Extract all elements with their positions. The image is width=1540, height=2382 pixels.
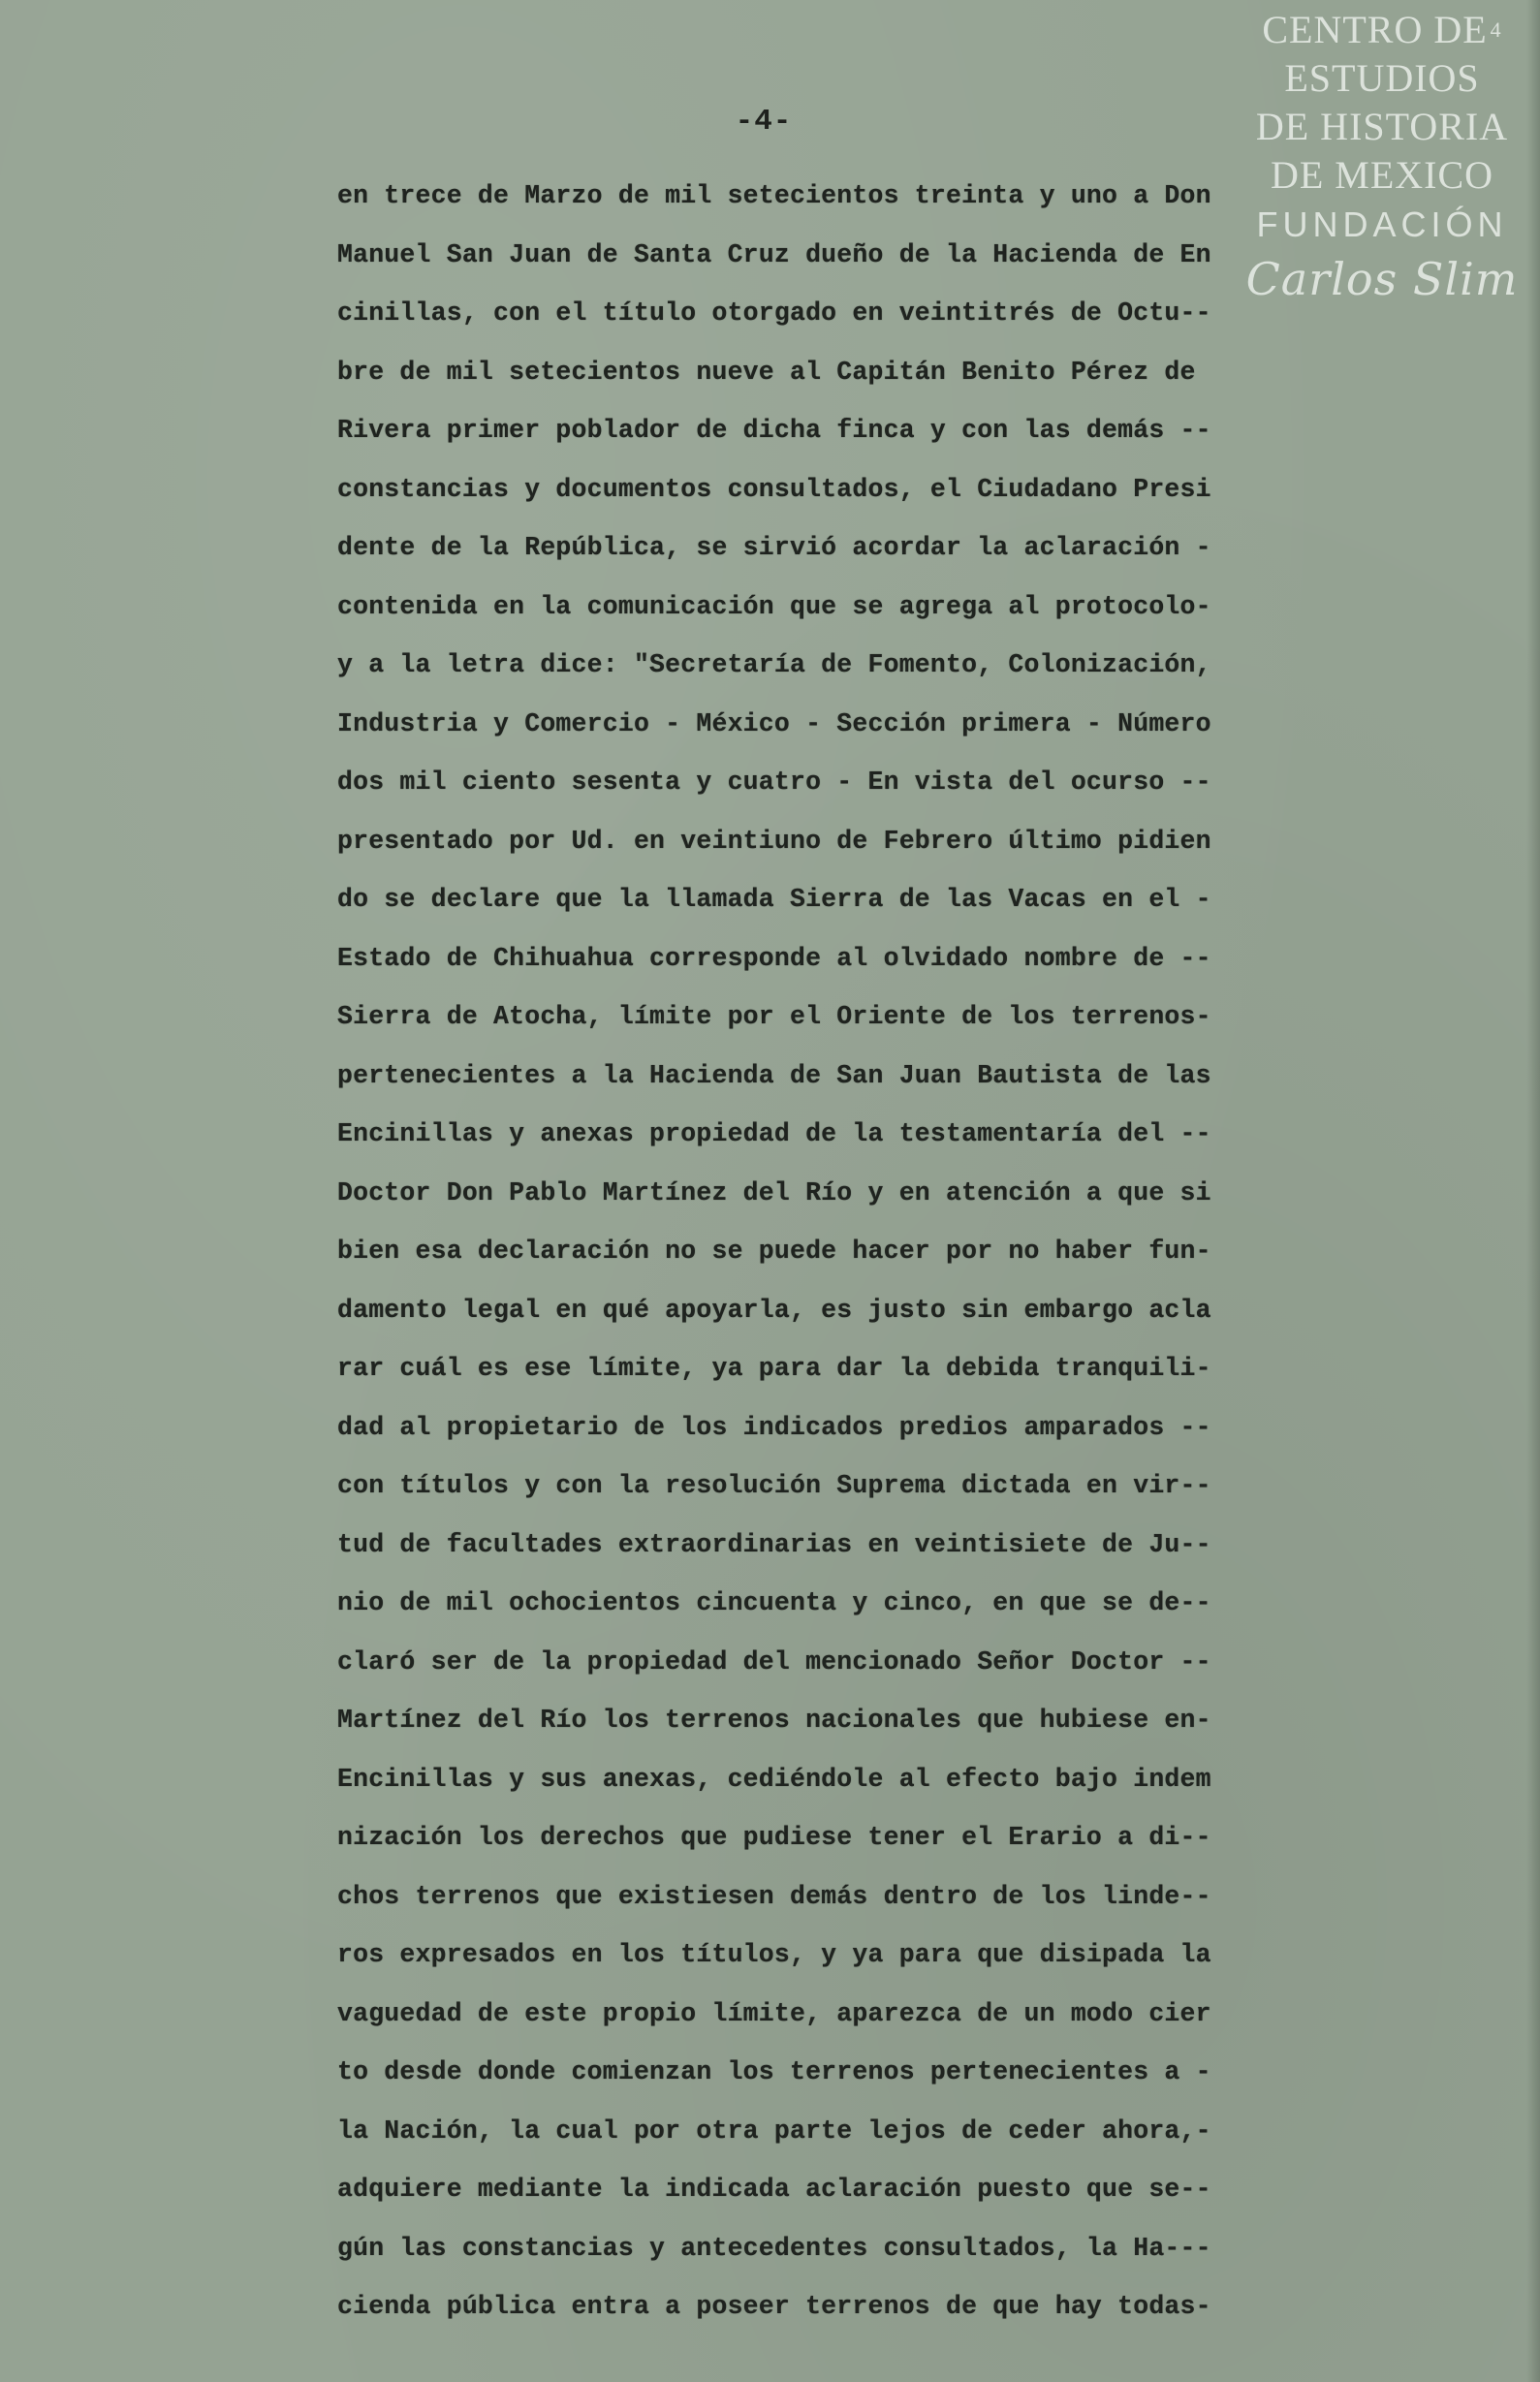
text-line: y a la letra dice: "Secretaría de Fomento, Colonización,: [337, 650, 1211, 679]
text-line: con títulos y con la resolución Suprema dictada en vir--: [337, 1471, 1211, 1500]
text-line: chos terrenos que existiesen demás dentro de los linde--: [337, 1881, 1211, 1911]
text-line: constancias y documentos consultados, el Ciudadano Presi: [337, 474, 1211, 504]
text-line: nización los derechos que pudiese tener el Erario a di--: [337, 1823, 1211, 1852]
text-line: pertenecientes a la Hacienda de San Juan Bautista de las: [337, 1060, 1211, 1090]
text-line: dente de la República, se sirvió acordar la aclaración -: [337, 533, 1211, 562]
text-line: bre de mil setecientos nueve al Capitán Benito Pérez de: [337, 357, 1196, 387]
text-line: en trece de Marzo de mil setecientos treinta y uno a Don: [337, 181, 1211, 210]
text-line: do se declare que la llamada Sierra de las Vacas en el -: [337, 885, 1211, 914]
text-line: dos mil ciento sesenta y cuatro - En vista del ocurso --: [337, 768, 1211, 797]
text-line: cienda pública entra a poseer terrenos de que hay todas-: [337, 2292, 1211, 2321]
text-line: Encinillas y sus anexas, cediéndole al efecto bajo indem: [337, 1764, 1211, 1794]
text-line: Doctor Don Pablo Martínez del Río y en atención a que si: [337, 1177, 1211, 1207]
watermark-line: ESTUDIOS: [1284, 56, 1480, 100]
watermark-signature: Carlos Slim: [1245, 253, 1519, 305]
text-line: adquiere mediante la indicada aclaración puesto que se--: [337, 2175, 1211, 2204]
watermark-line: FUNDACIÓN: [1256, 204, 1508, 244]
text-line: dad al propietario de los indicados predios amparados --: [337, 1412, 1211, 1442]
text-line: Rivera primer poblador de dicha finca y con las demás --: [337, 416, 1211, 445]
text-line: gún las constancias y antecedentes consultados, la Ha---: [337, 2233, 1211, 2263]
text-line: rar cuál es ese límite, ya para dar la debida tranquili-: [337, 1354, 1211, 1383]
text-line: bien esa declaración no se puede hacer por no haber fun-: [337, 1237, 1211, 1266]
watermark-line: DE HISTORIA: [1255, 105, 1509, 148]
text-line: to desde donde comienzan los terrenos pertenecientes a -: [337, 2057, 1211, 2086]
text-line: damento legal en qué apoyarla, es justo sin embargo acla: [337, 1295, 1211, 1325]
watermark-line: [1229, 6, 1535, 54]
text-line: Martínez del Río los terrenos nacionales que hubiese en-: [337, 1706, 1211, 1735]
watermark-line: DE MEXICO: [1270, 153, 1494, 197]
text-line: Industria y Comercio - México - Sección primera - Número: [337, 708, 1211, 738]
text-line: Encinillas y anexas propiedad de la testamentaría del --: [337, 1119, 1211, 1148]
text-line: ros expresados en los títulos, y ya para que disipada la: [337, 1940, 1211, 1969]
archive-watermark: [1229, 6, 1535, 386]
corner-page-number: 4: [1490, 17, 1502, 42]
watermark-text: CENTRO DE: [1262, 8, 1488, 51]
text-line: tud de facultades extraordinarias en veintisiete de Ju--: [337, 1529, 1211, 1559]
text-line: claró ser de la propiedad del mencionado Señor Doctor --: [337, 1646, 1211, 1677]
page-number: -4-: [735, 105, 793, 139]
text-line: Manuel San Juan de Santa Cruz dueño de la Hacienda de En: [337, 239, 1211, 269]
text-line: la Nación, la cual por otra parte lejos de ceder ahora,-: [337, 2116, 1211, 2146]
text-line: cinillas, con el título otorgado en veintitrés de Octu--: [337, 298, 1211, 328]
text-line: presentado por Ud. en veintiuno de Febrero último pidien: [337, 826, 1211, 856]
text-line: Estado de Chihuahua corresponde al olvidado nombre de --: [337, 943, 1211, 973]
text-line: Sierra de Atocha, límite por el Oriente de los terrenos-: [337, 1002, 1211, 1031]
text-line: contenida en la comunicación que se agrega al protocolo-: [337, 591, 1211, 621]
text-line: vaguedad de este propio límite, aparezca de un modo cier: [337, 1998, 1211, 2028]
typewritten-body: [337, 167, 1355, 2336]
text-line: nio de mil ochocientos cincuenta y cinco, en que se de--: [337, 1588, 1211, 1617]
